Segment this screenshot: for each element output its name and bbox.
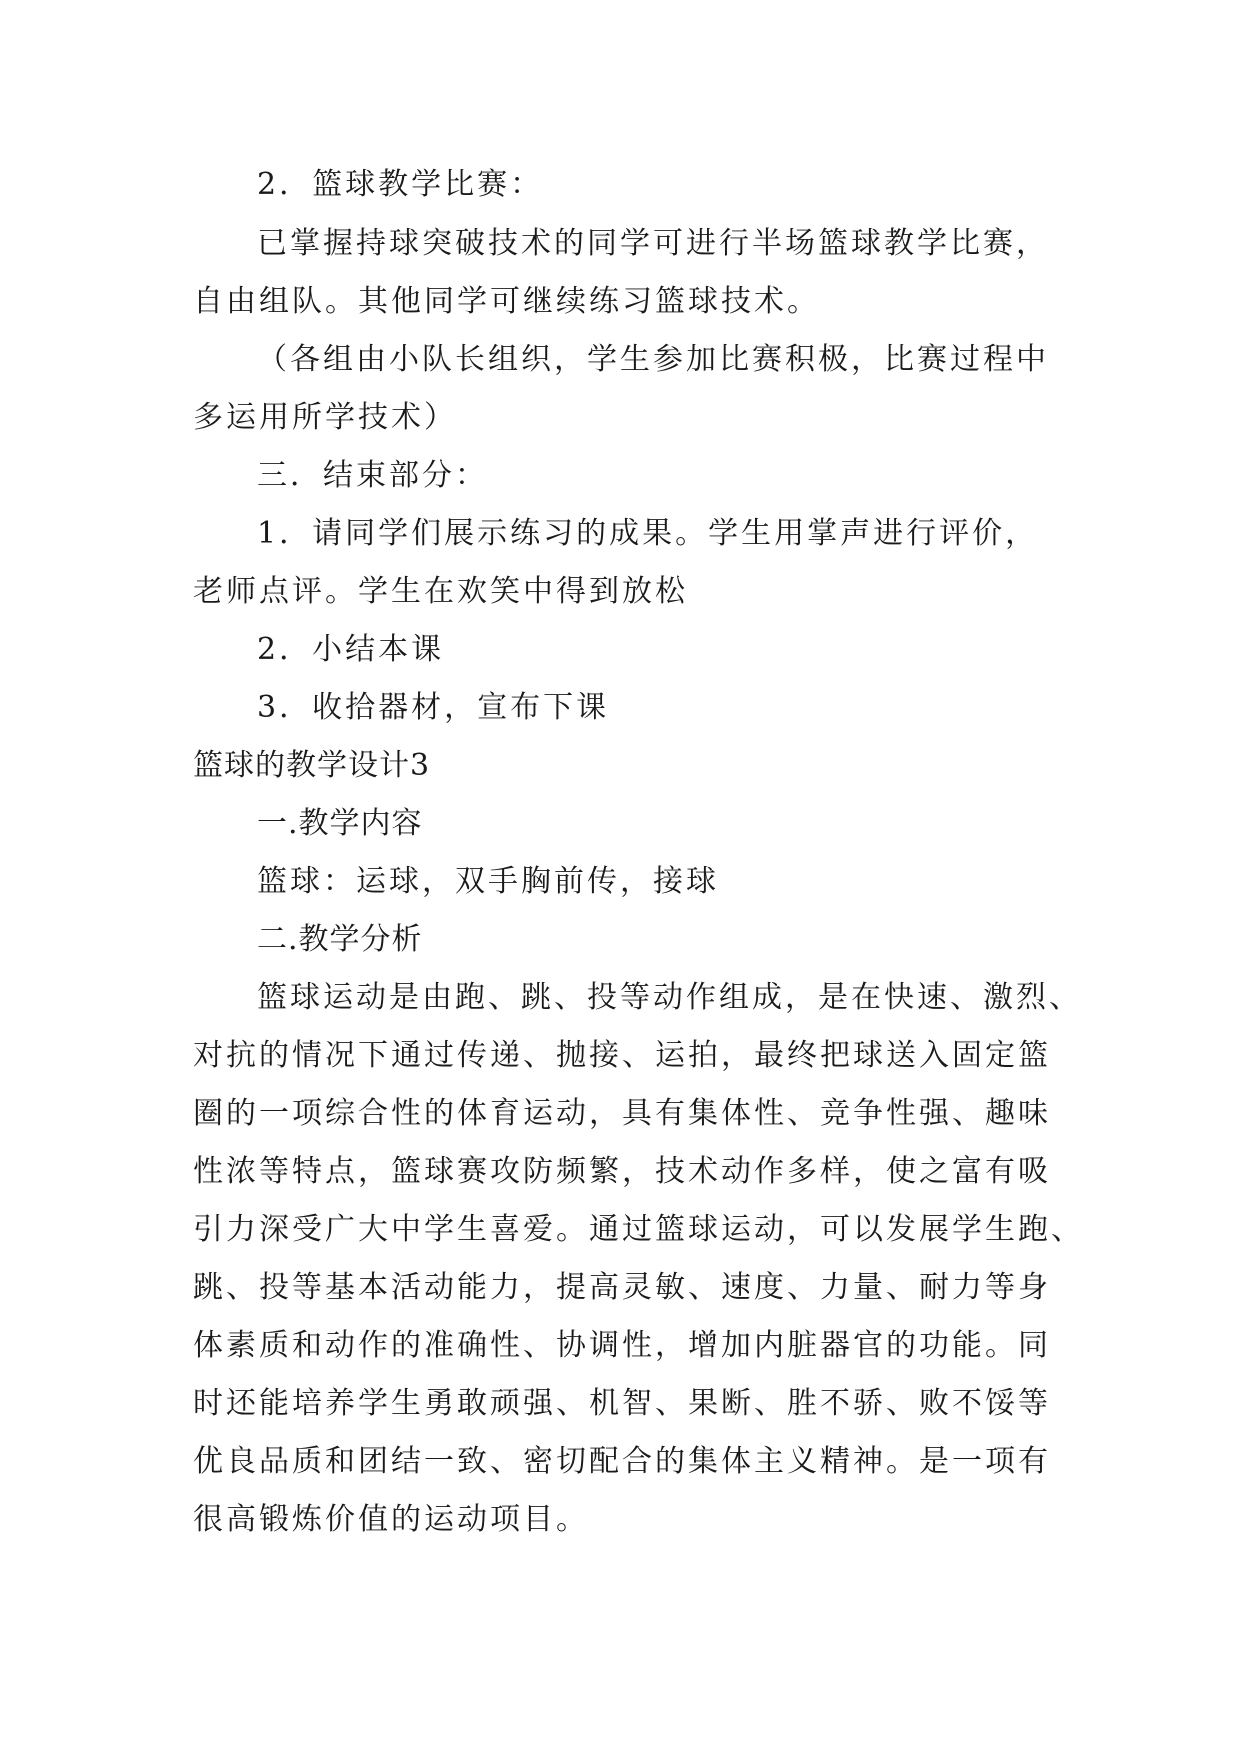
paragraph-line: 1．请同学们展示练习的成果。学生用掌声进行评价，	[257, 516, 1039, 551]
document-title: 篮球的教学设计3	[193, 748, 431, 783]
section-heading: 二.教学分析	[257, 922, 423, 957]
paragraph-line: 优良品质和团结一致、密切配合的集体主义精神。是一项有	[193, 1444, 1051, 1479]
paragraph-line: 已掌握持球突破技术的同学可进行半场篮球教学比赛，	[257, 226, 1049, 261]
paragraph-line: 自由组队。其他同学可继续练习篮球技术。	[193, 284, 820, 319]
section-heading: 三．结束部分：	[257, 458, 488, 493]
paragraph-line: 对抗的情况下通过传递、抛接、运拍，最终把球送入固定篮	[193, 1038, 1051, 1073]
paragraph-line: 篮球运动是由跑、跳、投等动作组成，是在快速、激烈、	[257, 980, 1082, 1015]
paragraph-line: 跳、投等基本活动能力，提高灵敏、速度、力量、耐力等身	[193, 1270, 1051, 1305]
paragraph-line: 2．小结本课	[257, 632, 445, 667]
paragraph-line: 时还能培养学生勇敢顽强、机智、果断、胜不骄、败不馁等	[193, 1386, 1051, 1421]
paragraph-line: 3．收拾器材，宣布下课	[257, 690, 610, 725]
paragraph-line: 引力深受广大中学生喜爱。通过篮球运动，可以发展学生跑、	[193, 1212, 1084, 1247]
paragraph-line: 篮球：运球，双手胸前传，接球	[257, 864, 719, 899]
paragraph-line: 很高锻炼价值的运动项目。	[193, 1502, 589, 1537]
paragraph-line: 老师点评。学生在欢笑中得到放松	[193, 574, 688, 609]
paragraph-line: 圈的一项综合性的体育运动，具有集体性、竞争性强、趣味	[193, 1096, 1051, 1131]
paragraph-line: 体素质和动作的准确性、协调性，增加内脏器官的功能。同	[193, 1328, 1051, 1363]
paragraph-line: 多运用所学技术）	[193, 400, 457, 435]
section-heading: 一.教学内容	[257, 806, 423, 841]
paragraph-line: 2．篮球教学比赛：	[257, 167, 544, 202]
paragraph-line: 性浓等特点，篮球赛攻防频繁，技术动作多样，使之富有吸	[193, 1154, 1051, 1189]
paragraph-line: （各组由小队长组织，学生参加比赛积极，比赛过程中	[257, 342, 1049, 377]
